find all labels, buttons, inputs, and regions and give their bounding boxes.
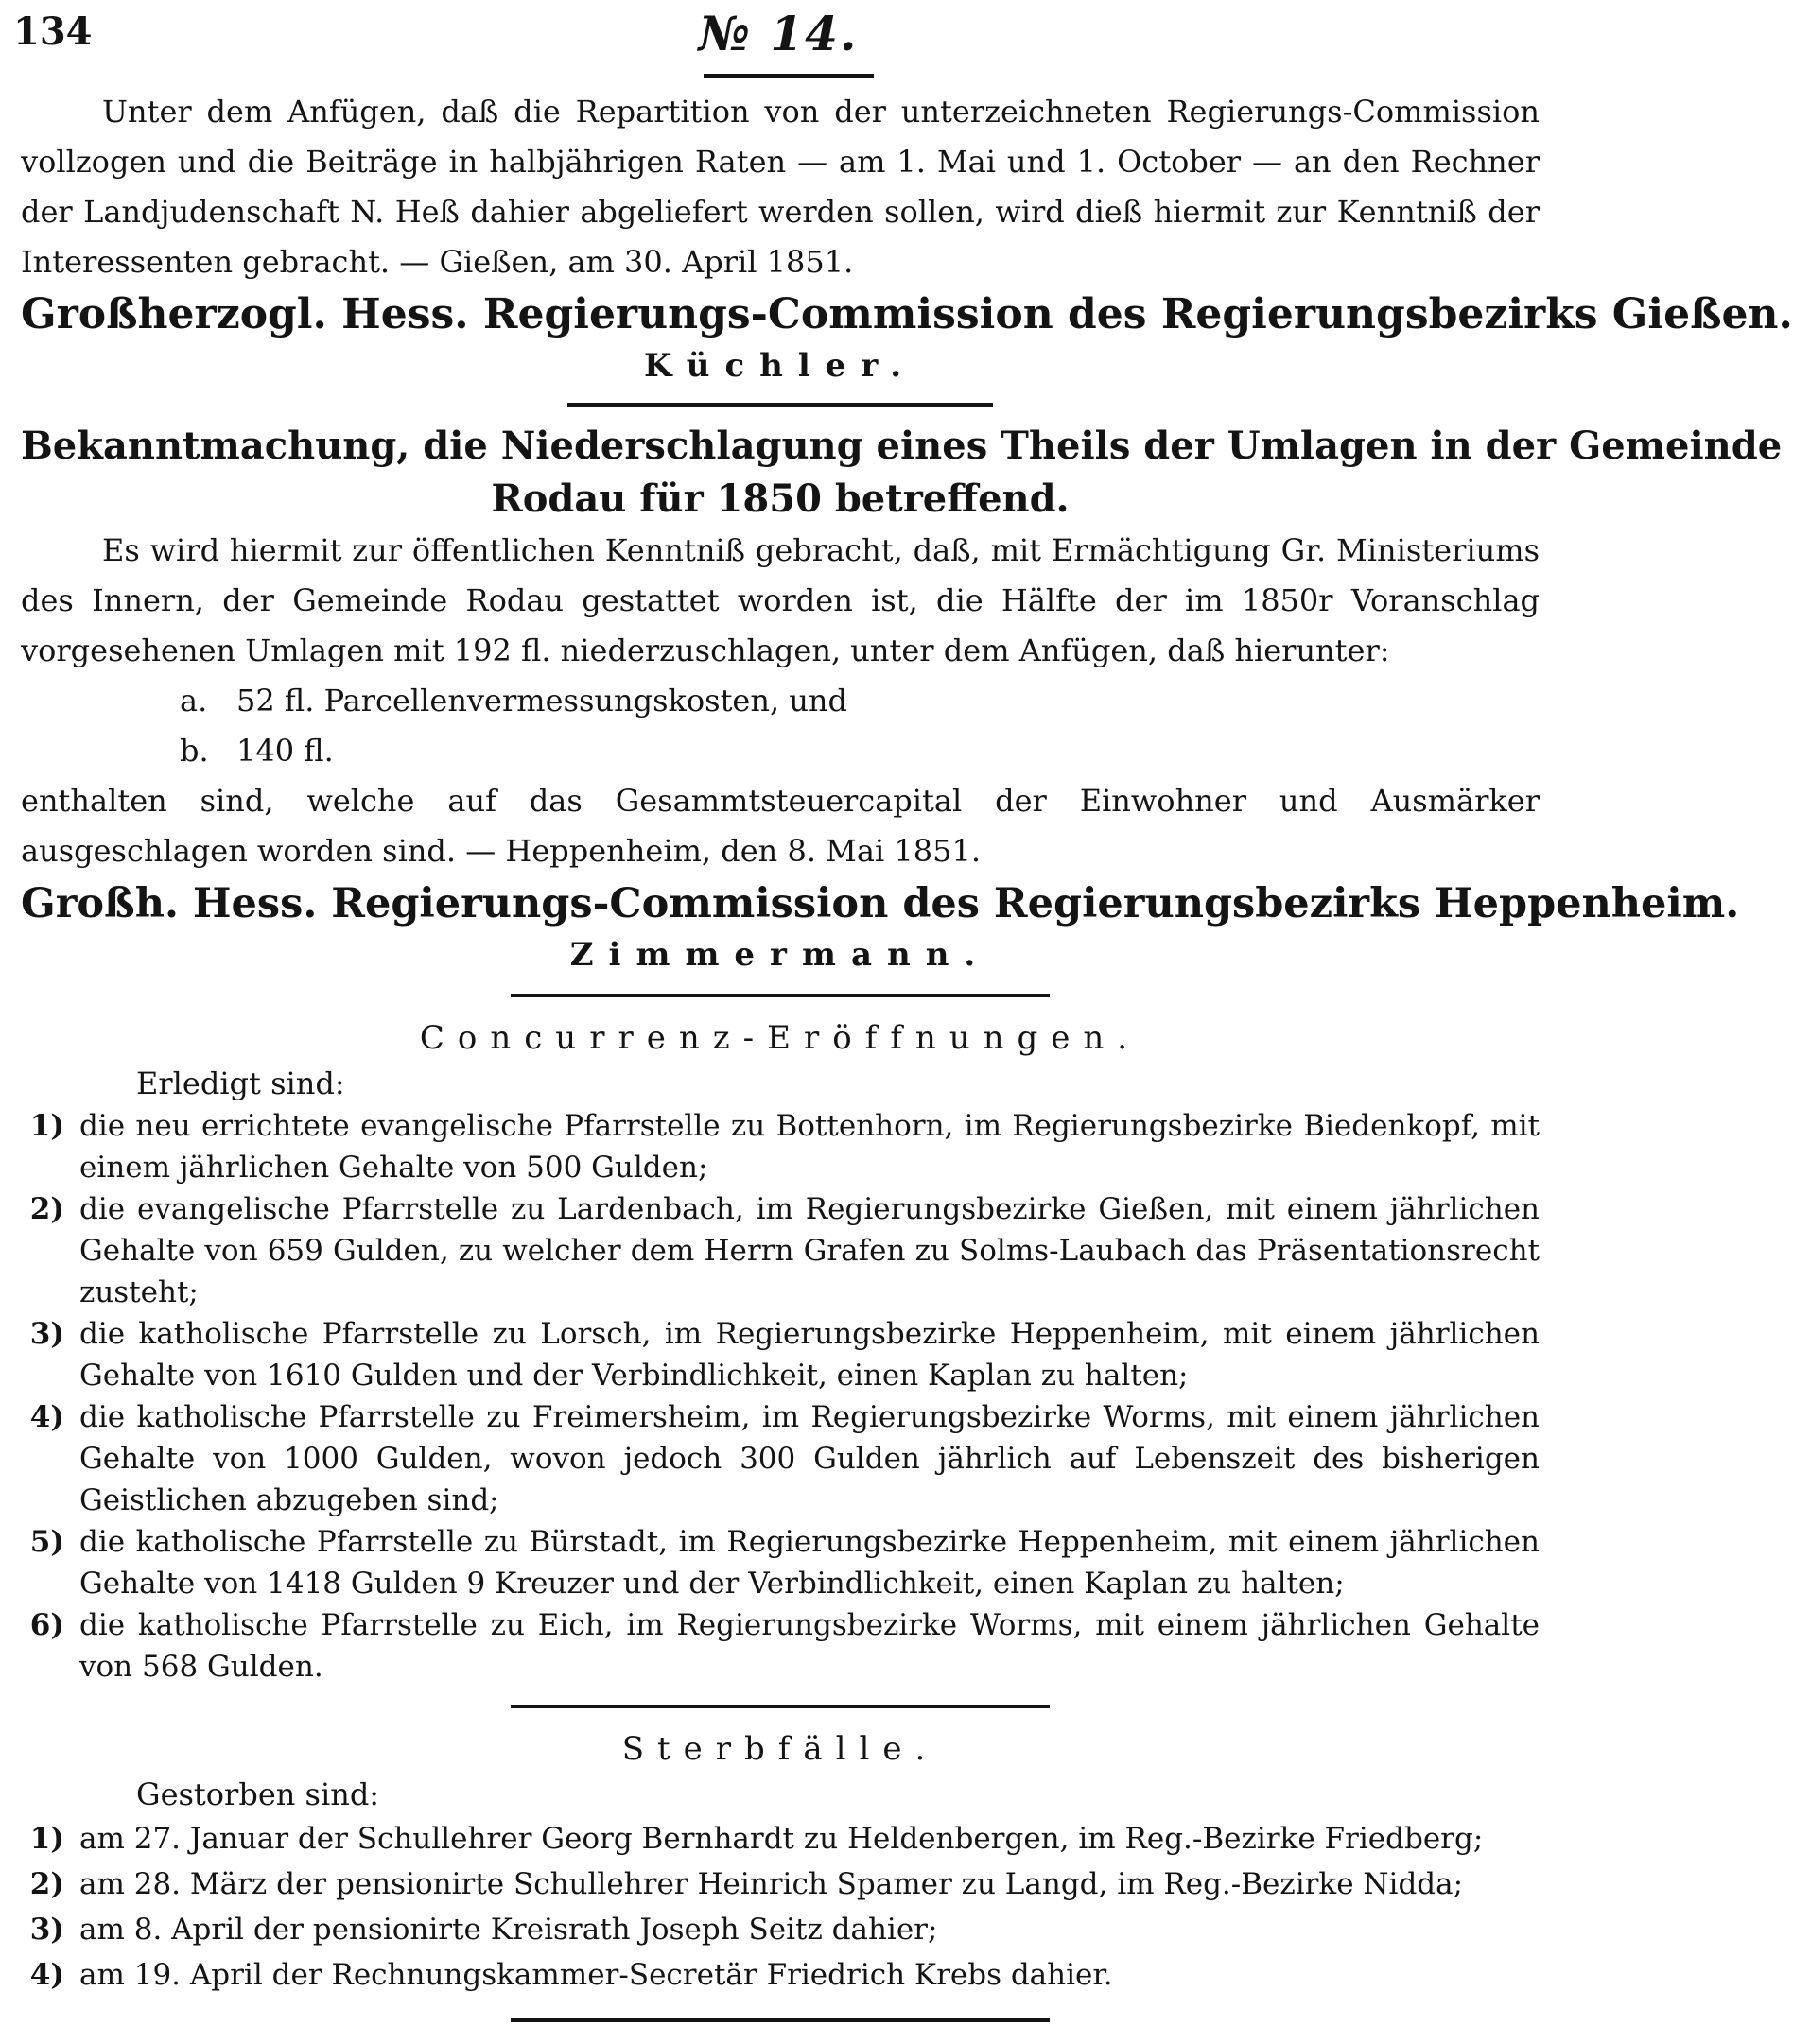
sub-item-b xyxy=(180,726,1540,776)
sub-item-letter: b. xyxy=(180,733,209,769)
list-item xyxy=(21,1952,1540,1998)
section-divider xyxy=(567,403,993,407)
list-item xyxy=(21,1816,1540,1862)
sub-item-letter: a. xyxy=(180,683,208,719)
issue-number: № 14. xyxy=(698,6,859,61)
list-item-number: 1) xyxy=(29,1109,64,1143)
list-item-number: 6) xyxy=(29,1608,64,1642)
list-item xyxy=(21,1188,1540,1313)
list-item xyxy=(21,1521,1540,1604)
list-item-text: am 27. Januar der Schullehrer Georg Bernhardt zu Heldenbergen, im Reg.-Bezirke Friedberg; xyxy=(79,1822,1484,1856)
section-divider xyxy=(511,1705,1050,1708)
list-item xyxy=(21,1907,1540,1952)
list-item xyxy=(21,1396,1540,1521)
list-item-number: 4) xyxy=(29,1958,64,1992)
notice-rodau-title-line2: Rodau für 1850 betreffend. xyxy=(491,476,1070,521)
list-item-number: 1) xyxy=(29,1822,64,1856)
list-item xyxy=(21,1313,1540,1396)
list-item-text: am 28. März der pensionirte Schullehrer Heinrich Spamer zu Langd, im Reg.-Bezirke Nidda; xyxy=(79,1867,1464,1901)
notice-repartition-text: Unter dem Anfügen, daß die Repartition von der unterzeichneten Regierungs-Commission vollzogen und die Beiträge in halbjährigen Raten — am 1. Mai und 1. October — an den Rechner der Landjudenschaft N. Heß dahier abgeliefert werden sollen, wird dieß hiermit zur Kenntniß der Interessenten gebracht. — Gießen, am 30. April 1851. xyxy=(21,94,1540,280)
section-divider xyxy=(511,994,1050,997)
list-item xyxy=(21,1862,1540,1907)
concurrenz-intro: Erledigt sind: xyxy=(136,1065,345,1101)
notice-rodau-closing: enthalten sind, welche auf das Gesammtsteuercapital der Einwohner und Ausmärker ausgeschlagen worden sind. — Heppenheim, den 8. Mai 1851. xyxy=(21,783,1540,869)
list-item-text: die neu errichtete evangelische Pfarrstelle zu Bottenhorn, im Regierungsbezirke Biedenkopf, mit einem jährlichen Gehalte von 500 Gulden; xyxy=(79,1109,1540,1185)
notice-rodau xyxy=(21,420,1783,979)
signature-zimmermann: Zimmermann. xyxy=(569,936,991,974)
section-concurrenz xyxy=(21,1014,1540,1688)
signature-kuechler: Küchler. xyxy=(643,347,917,385)
authority-giessen: Großherzogl. Hess. Regierungs-Commission des Regierungsbezirks Gießen. xyxy=(21,290,1793,338)
sub-item-text: 140 fl. xyxy=(236,733,334,769)
notice-repartition xyxy=(21,87,1793,390)
list-item-text: die katholische Pfarrstelle zu Lorsch, im Regierungsbezirke Heppenheim, mit einem jährlichen Gehalte von 1610 Gulden und der Verbindlichkeit, einen Kaplan zu halten; xyxy=(79,1317,1540,1393)
list-item xyxy=(21,1604,1540,1688)
section-sterbfaelle xyxy=(21,1725,1540,1998)
section-divider xyxy=(511,2018,1050,2022)
list-item-text: die evangelische Pfarrstelle zu Lardenbach, im Regierungsbezirke Gießen, mit einem jährlichen Gehalte von 659 Gulden, zu welcher dem Herrn Grafen zu Solms-Laubach das Präsentationsrecht zusteht; xyxy=(79,1192,1540,1309)
sterbfaelle-intro: Gestorben sind: xyxy=(136,1776,380,1812)
list-item-text: am 19. April der Rechnungskammer-Secretär Friedrich Krebs dahier. xyxy=(79,1958,1113,1992)
list-item-number: 2) xyxy=(29,1867,64,1901)
notice-rodau-body: Es wird hiermit zur öffentlichen Kenntniß gebracht, daß, mit Ermächtigung Gr. Ministeriums des Innern, der Gemeinde Rodau gestattet worden ist, die Hälfte der im 1850r Voranschlag vorgesehenen Umlagen mit 192 fl. niederzuschlagen, unter dem Anfügen, daß hierunter: xyxy=(21,532,1540,668)
list-item-text: die katholische Pfarrstelle zu Bürstadt, im Regierungsbezirke Heppenheim, mit einem jährlichen Gehalte von 1418 Gulden 9 Kreuzer und der Verbindlichkeit, einen Kaplan zu halten; xyxy=(79,1525,1540,1601)
list-item-number: 4) xyxy=(29,1400,64,1434)
sterbfaelle-heading: Sterbfälle. xyxy=(621,1730,939,1768)
list-item-text: die katholische Pfarrstelle zu Eich, im Regierungsbezirke Worms, mit einem jährlichen Gehalte von 568 Gulden. xyxy=(79,1608,1540,1684)
authority-heppenheim: Großh. Hess. Regierungs-Commission des Regierungsbezirks Heppenheim. xyxy=(21,880,1740,927)
issue-underline xyxy=(704,74,874,78)
page-number: 134 xyxy=(13,9,93,54)
notice-rodau-title-line1: Bekanntmachung, die Niederschlagung eines Theils der Umlagen in der Gemeinde xyxy=(21,424,1783,468)
concurrenz-heading: Concurrenz-Eröffnungen. xyxy=(419,1019,1141,1057)
sub-item-a xyxy=(180,676,1540,726)
list-item-text: die katholische Pfarrstelle zu Freimersheim, im Regierungsbezirke Worms, mit einem jährlichen Gehalte von 1000 Gulden, wovon jedoch 300 Gulden jährlich auf Lebenszeit des bisherigen Geistlichen abzugeben sind; xyxy=(79,1400,1540,1517)
list-item-number: 5) xyxy=(29,1525,64,1559)
concurrenz-list xyxy=(21,1105,1540,1688)
sub-item-text: 52 fl. Parcellenvermessungskosten, und xyxy=(236,683,848,719)
list-item-number: 3) xyxy=(29,1913,64,1947)
list-item xyxy=(21,1105,1540,1188)
list-item-number: 3) xyxy=(29,1317,64,1351)
sterbfaelle-list xyxy=(21,1816,1540,1998)
list-item-number: 2) xyxy=(29,1192,64,1226)
list-item-text: am 8. April der pensionirte Kreisrath Joseph Seitz dahier; xyxy=(79,1913,938,1947)
